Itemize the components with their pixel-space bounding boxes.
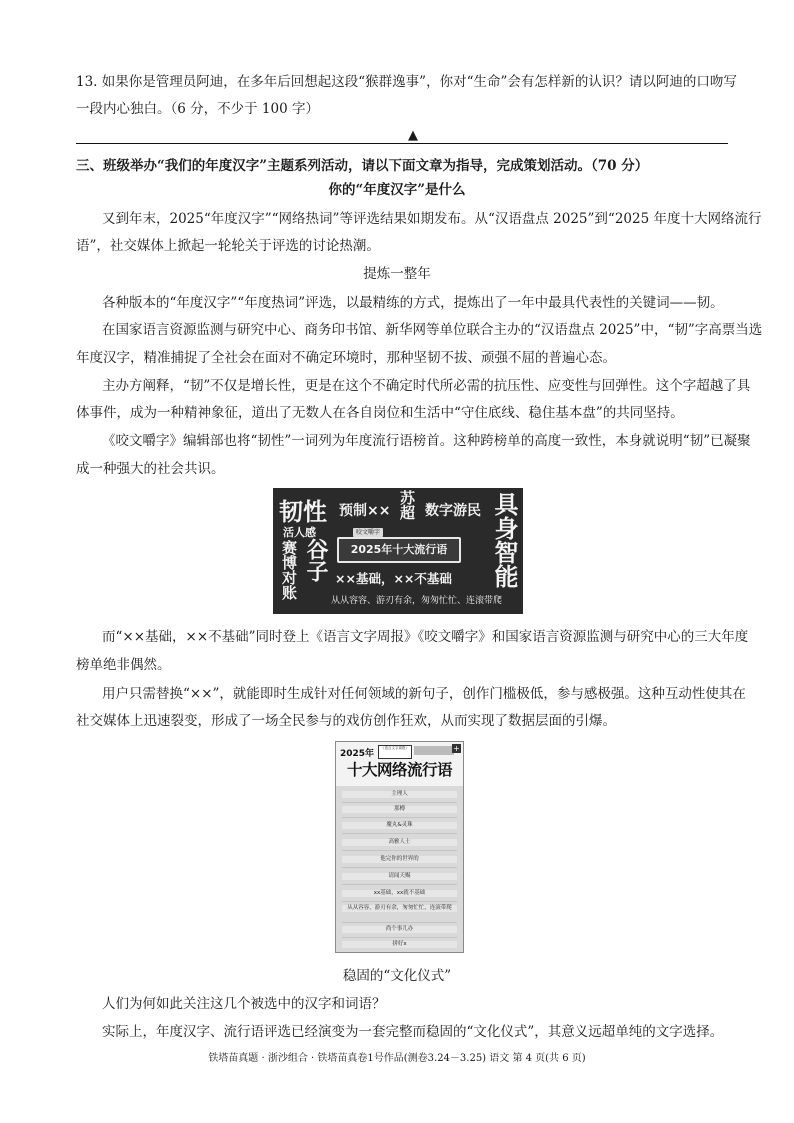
poster-item: 主理人 [342, 791, 457, 798]
yaowenjiaozi-badge: 咬文嚼字 [353, 528, 383, 537]
poster-item: 那樽 [342, 806, 457, 813]
word-yuzhi: 预制×× [339, 503, 391, 519]
question-13-line1: 13. 如果你是管理员阿迪，在多年后回想起这段“猴群逸事”，你对“生命”会有怎样新的认识？请以阿迪的口吻写 [76, 74, 737, 90]
para5-line1: 而“××基础，××不基础”同时登上《语言文字周报》《咬文嚼字》和国家语言资源监测与研究中心的三大年度 [102, 629, 749, 645]
poster-item: 请闻天赐 [342, 873, 457, 880]
poster-item: 他完你的世界的 [342, 856, 457, 863]
poster-item: 高雅人士 [342, 839, 457, 846]
word-saibo: 赛博对账 [280, 540, 298, 600]
subtitle-2: 稳固的“文化仪式” [342, 968, 452, 984]
section-3-heading: 三、班级举办“我们的年度汉字”主题系列活动，请以下面文章为指导，完成策划活动。（70 分） [76, 158, 649, 174]
word-shuzi: 数字游民 [425, 503, 481, 519]
poster-separator [342, 817, 457, 818]
intro-line1: 又到年末，2025“年度汉字”“网络热词”等评选结果如期发布。从“汉语盘点 2025”到“2025 年度十大网络流行 [102, 211, 762, 227]
question-13-line2: 一段内心独白。（6 分，不少于 100 字） [76, 101, 319, 117]
triangle-divider-icon: ▲ [408, 128, 418, 143]
poster-separator [342, 802, 457, 803]
poster-separator [342, 901, 457, 902]
para4-line2: 成一种强大的社会共识。 [76, 461, 225, 477]
poster-separator [342, 850, 457, 851]
word-guzi: 谷子 [303, 538, 328, 582]
poster-item: 拼好x [342, 941, 457, 948]
para6-line2: 社交媒体上迅速裂变，形成了一场全民参与的戏仿创作狂欢，从而实现了数据层面的引爆。 [76, 713, 616, 729]
poster-item: 尚个事儿办 [342, 926, 457, 933]
plus-icon: + [453, 744, 460, 753]
word-congcong: 从从容容、游刃有余，匆匆忙忙、连滚带爬 [331, 596, 503, 606]
para7-line1: 人们为何如此关注这几个被选中的汉字和词语？ [102, 996, 386, 1012]
word-renxing: 韧性 [279, 498, 327, 526]
word-suchao: 苏超 [398, 490, 416, 520]
para8-line1: 实际上，年度汉字、流行语评选已经演变为一套完整而稳固的“文化仪式”，其意义远超单纯的文字选择。 [102, 1024, 724, 1040]
poster-title: 十大网络流行语 [346, 761, 452, 779]
poster-separator [342, 833, 457, 834]
subtitle-1: 提炼一整年 [363, 266, 431, 282]
poster-item: 魔丸&灵珠 [342, 822, 457, 829]
para2-line2: 年度汉字，精准捕捉了全社会在面对不确定环境时，那种坚韧不拔、顽强不屈的普遍心态。 [76, 350, 616, 366]
para1-line1: 各种版本的“年度汉字”“年度热词”评选，以最精练的方式，提炼出了一年中最具代表性的关键词——韧。 [102, 295, 724, 311]
poster-separator [342, 867, 457, 868]
article-title: 你的“年度汉字”是什么 [328, 182, 466, 198]
page-footer: 铁塔苗真题 · 浙沙组合 · 铁塔苗真卷1号作品(测卷3.24－3.25) 语文 第 4 页(共 6 页) [208, 1053, 586, 1064]
para5-line2: 榜单绝非偶然。 [76, 657, 171, 673]
intro-line2: 语”，社交媒体上掀起一轮轮关于评选的讨论热潮。 [76, 238, 380, 254]
poster-separator [342, 884, 457, 885]
section-divider-line [76, 143, 728, 144]
word-jichu: ××基础，××不基础 [335, 571, 452, 586]
poster-separator [342, 937, 457, 938]
poster-separator [342, 922, 457, 923]
poster-item: xx基础，xx就不基础 [342, 890, 457, 897]
poster-stamp [414, 746, 454, 755]
poster-logo: 《语言文字周报》 [378, 745, 412, 759]
word-jushen: 具身智能 [490, 492, 518, 588]
word-huorengan: 活人感 [283, 526, 316, 539]
para4-line1: 《咬文嚼字》编辑部也将“韧性”一词列为年度流行语榜首。这种跨榜单的高度一致性，本身就说明“韧”已凝聚 [102, 433, 751, 449]
para6-line1: 用户只需替换“××”，就能即时生成针对任何领域的新句子，创作门槛极低，参与感极强。这种互动性使其在 [102, 686, 746, 702]
poster-year: 2025年 [340, 749, 375, 759]
top10-banner: 2025年十大流行语 [337, 537, 461, 563]
para2-line1: 在国家语言资源监测与研究中心、商务印书馆、新华网等单位联合主办的“汉语盘点 2025”中，“韧”字高票当选 [102, 322, 763, 338]
buzzwords-wordcloud-image [273, 488, 523, 614]
internet-buzzwords-poster-image [335, 741, 464, 953]
para3-line2: 体事件，成为一种精神象征，道出了无数人在各自岗位和生活中“守住底线、稳住基本盘”的共同坚持。 [76, 405, 684, 421]
poster-item: 从从容容，游刃有余，匆匆忙忙，连滚带爬 [342, 905, 457, 912]
para3-line1: 主办方阐释，“韧”不仅是增长性，更是在这个不确定时代所必需的抗压性、应变性与回弹性。这个字超越了具 [102, 378, 751, 394]
